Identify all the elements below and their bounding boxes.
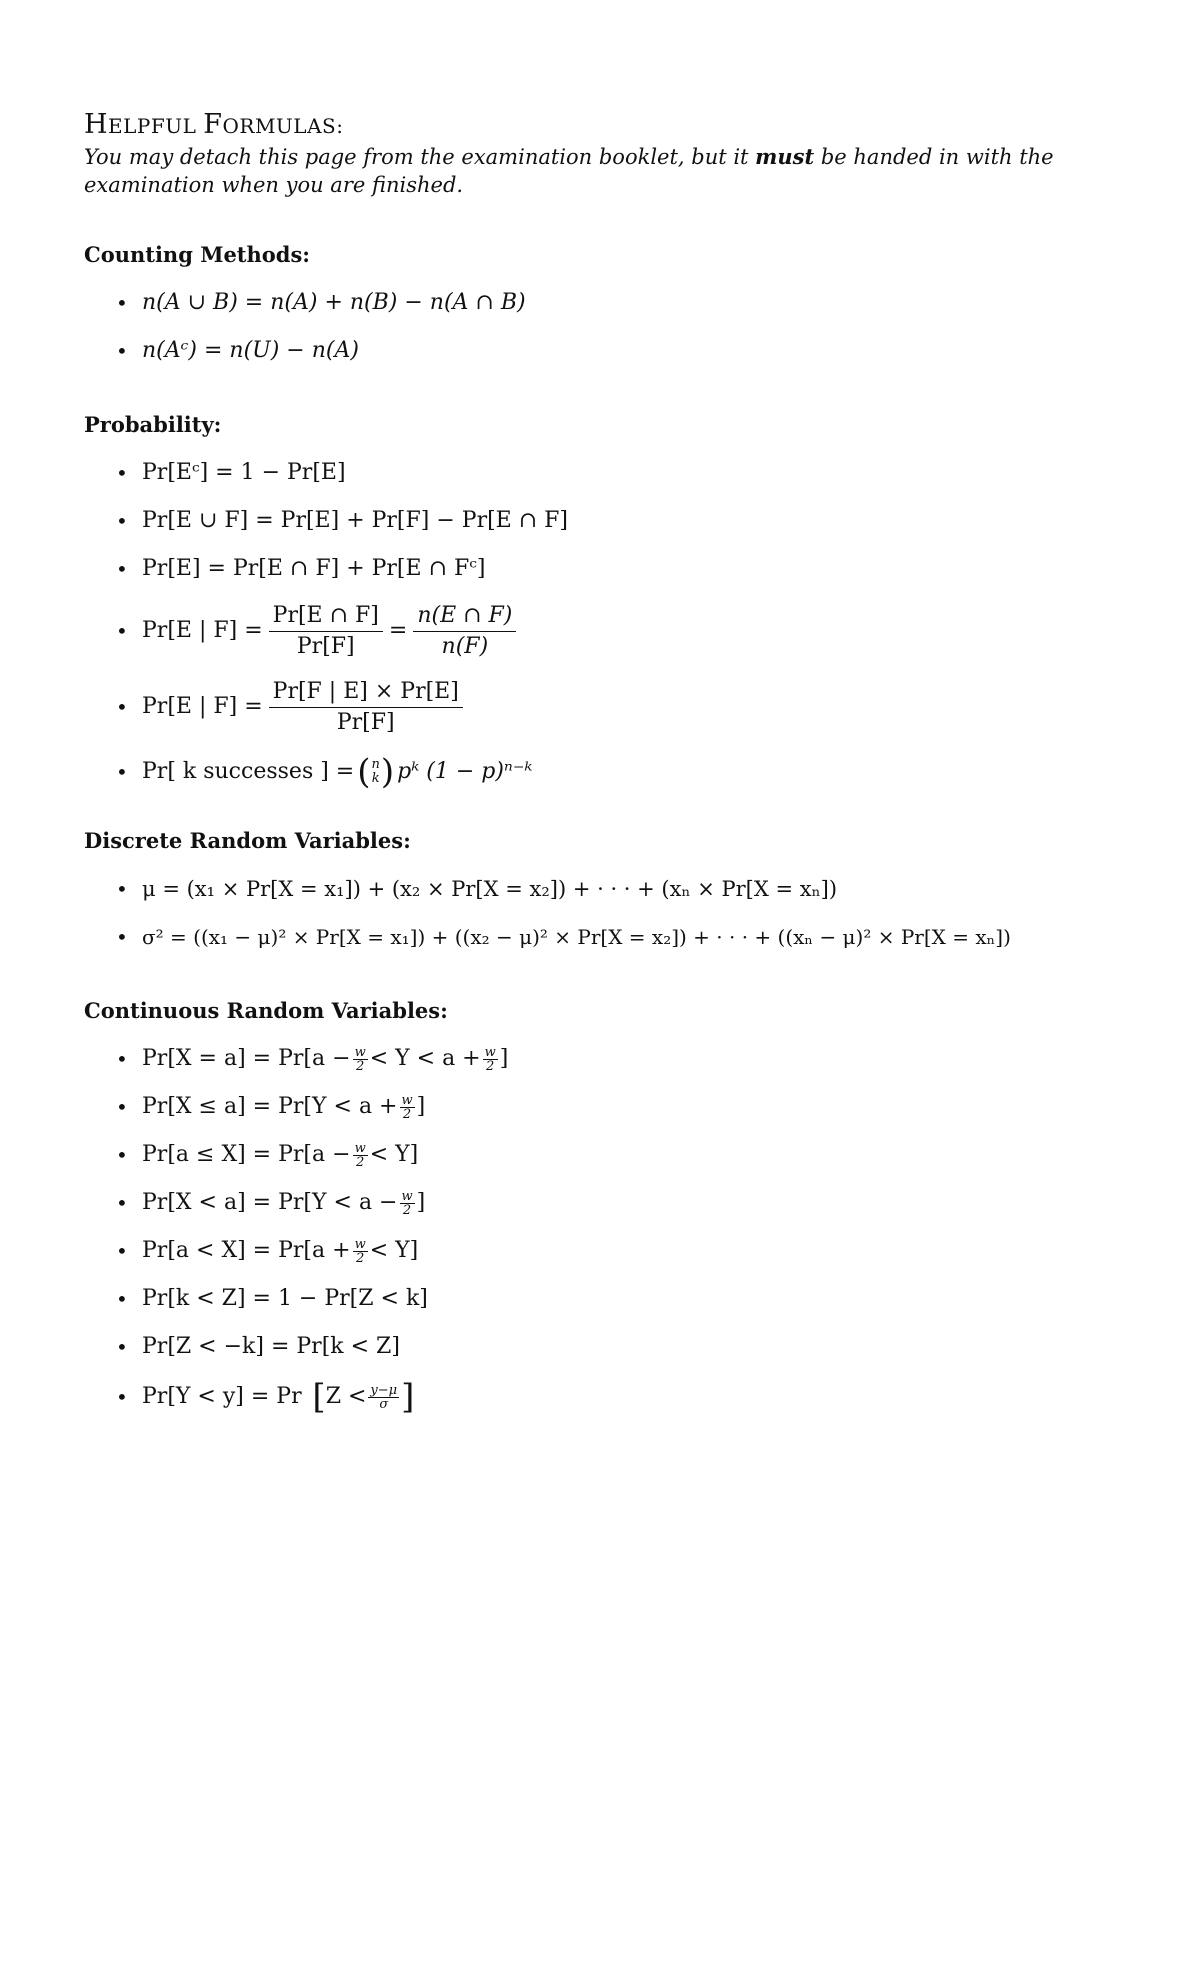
formula-list	[84, 1035, 1134, 1423]
section-title: Counting Methods:	[84, 242, 311, 267]
formula-list	[84, 449, 1134, 799]
binomial-coefficient: ( n k )	[357, 752, 395, 792]
formula-item: • Pr[Z < −k] = Pr[k < Z]	[114, 1323, 1134, 1371]
formula-item: • μ = (x₁ × Pr[X = x₁]) + (x₂ × Pr[X = x₂]) + · · · + (xₙ × Pr[X = xₙ])	[114, 865, 1134, 913]
formula-item-conditional: • Pr[E | F] = $\frac{Pr[E \cap F]}{Pr[F]}$ = $\frac{n(E \cap F)}{n(F)}$	[114, 593, 1134, 669]
formula-item: • Pr[a ≤ X] = Pr[a − $\frac{w}{2}$ < Y]	[114, 1131, 1134, 1179]
fraction-w-over-2: $\frac{w}{2}$	[401, 1188, 413, 1218]
fraction: $\frac{Pr[F | E] \times Pr[E]}{Pr[F]}$	[269, 679, 463, 736]
formula-item: • Pr[E ∪ F] = Pr[E] + Pr[F] − Pr[E ∩ F]	[114, 497, 1134, 545]
formula-item: • Pr[E] = Pr[E ∩ F] + Pr[E ∩ Fᶜ]	[114, 545, 1134, 593]
fraction-y-minus-mu-over-sigma: $\frac{y-\mu}{\sigma}$	[370, 1382, 398, 1412]
fraction-w-over-2: $\frac{w}{2}$	[354, 1140, 366, 1170]
formula-item: • Pr[X = a] = Pr[a − $\frac{w}{2}$ < Y < a + $\frac{w}{2}$ ]	[114, 1035, 1134, 1083]
section-title: Continuous Random Variables:	[84, 998, 448, 1023]
formula-item: • Pr[X < a] = Pr[Y < a − $\frac{w}{2}$ ]	[114, 1179, 1134, 1227]
fraction-w-over-2: $\frac{w}{2}$	[484, 1044, 496, 1074]
emphasis: must	[755, 144, 815, 169]
formula-item: • n(A ∪ B) = n(A) + n(B) − n(A ∩ B)	[114, 279, 1134, 327]
formula-item: • Pr[a < X] = Pr[a + $\frac{w}{2}$ < Y]	[114, 1227, 1134, 1275]
fraction-w-over-2: $\frac{w}{2}$	[354, 1044, 366, 1074]
content	[84, 108, 1134, 1423]
section-continuous-random-variables	[84, 997, 1134, 1423]
section-probability	[84, 411, 1134, 799]
formula-item: • σ² = ((x₁ − μ)² × Pr[X = x₁]) + ((x₂ − μ)² × Pr[X = x₂]) + · · · + ((xₙ − μ)² × Pr[X = xₙ])	[114, 913, 1134, 961]
formula-item-binomial: • Pr[ k successes ] = ( n k ) pᵏ (1 − p)ⁿ⁻ᵏ	[114, 745, 1134, 799]
formula-item-bayes: • Pr[E | F] = $\frac{Pr[F | E] \times Pr[E]}{Pr[F]}$	[114, 669, 1134, 745]
section-counting-methods	[84, 241, 1134, 375]
instructions: You may detach this page from the examination booklet, but it must be handed in with the examination when you are finished.	[84, 144, 1054, 197]
formula-item: • Pr[Y < y] = Pr [ Z < $\frac{y-\mu}{\sigma}$ ]	[114, 1371, 1134, 1423]
fraction: $\frac{Pr[E \cap F]}{Pr[F]}$	[269, 603, 383, 660]
formula-list	[84, 279, 1134, 375]
formula-item: • Pr[X ≤ a] = Pr[Y < a + $\frac{w}{2}$ ]	[114, 1083, 1134, 1131]
fraction: $\frac{n(E \cap F)}{n(F)}$	[413, 603, 516, 660]
section-title: Probability:	[84, 412, 222, 437]
section-discrete-random-variables	[84, 827, 1134, 961]
section-title: Discrete Random Variables:	[84, 828, 411, 853]
formula-item: • Pr[Eᶜ] = 1 − Pr[E]	[114, 449, 1134, 497]
page-title: HELPFUL FORMULAS:	[84, 109, 344, 140]
formula-list	[84, 865, 1134, 961]
formula-item: • Pr[k < Z] = 1 − Pr[Z < k]	[114, 1275, 1134, 1323]
fraction-w-over-2: $\frac{w}{2}$	[354, 1236, 366, 1266]
formula-item: • n(Aᶜ) = n(U) − n(A)	[114, 327, 1134, 375]
fraction-w-over-2: $\frac{w}{2}$	[401, 1092, 413, 1122]
